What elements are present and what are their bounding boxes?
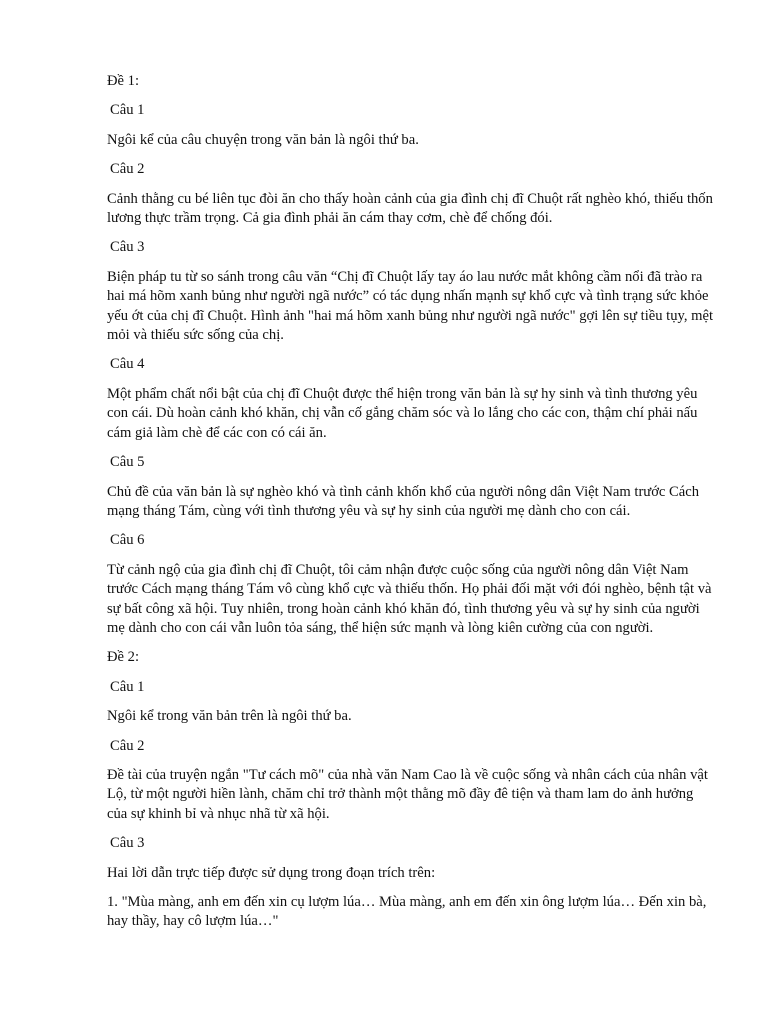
answer-paragraph-1-1: Ngôi kể của câu chuyện trong văn bản là ngôi thứ ba. xyxy=(107,131,419,148)
question-label-1-3: Câu 3 xyxy=(110,239,145,256)
question-label-2-1: Câu 1 xyxy=(110,678,145,695)
answer-paragraph-1-3: Biện pháp tu từ so sánh trong câu văn “Chị đĩ Chuột lấy tay áo lau nước mắt không cầm nổi đã trào ra hai má hõm xanh bủng như người ngã nước” có tác dụng nhấn mạnh sự khổ cực và tình trạng sức khỏe yếu ớt của chị đĩ Chuột. Hình ảnh "hai má hõm xanh bủng như người ngã nước" gợi lên sự tiều tụy, mệt mỏi và thiếu sức sống của chị. xyxy=(107,268,714,344)
answer-paragraph-2-2: Đề tài của truyện ngắn "Tư cách mõ" của nhà văn Nam Cao là về cuộc sống và nhân cách của nhân vật Lộ, từ một người hiền lành, chăm chỉ trở thành một thằng mõ đầy đê tiện và tham lam do ảnh hưởng của sự khinh bỉ và nhục nhã từ xã hội. xyxy=(107,766,708,822)
answer-paragraph-1-4: Một phẩm chất nổi bật của chị đĩ Chuột được thể hiện trong văn bản là sự hy sinh và tình thương yêu con cái. Dù hoàn cảnh khó khăn, chị vẫn cố gắng chăm sóc và lo lắng cho các con, thậm chí phải nấu cám giả làm chè để các con có cái ăn. xyxy=(107,385,698,441)
question-label-1-4: Câu 4 xyxy=(110,356,145,373)
answer-paragraph-2-3-intro: Hai lời dẫn trực tiếp được sử dụng trong đoạn trích trên: xyxy=(107,864,436,881)
answer-paragraph-1-5: Chủ đề của văn bản là sự nghèo khó và tình cảnh khốn khổ của người nông dân Việt Nam trước Cách mạng tháng Tám, cùng với tình thương yêu và sự hy sinh của người mẹ dành cho con cái. xyxy=(107,483,700,519)
section-heading-de-1: Đề 1: xyxy=(107,73,140,89)
answer-paragraph-2-3-quote-1: 1. "Mùa màng, anh em đến xin cụ lượm lúa… Mùa màng, anh em đến xin ông lượm lúa… Đến xin bà, hay thầy, hay cô lượm lúa…" xyxy=(107,894,707,930)
question-label-1-1: Câu 1 xyxy=(110,102,145,119)
question-label-2-3: Câu 3 xyxy=(110,835,145,852)
document-page xyxy=(107,72,717,942)
question-label-2-2: Câu 2 xyxy=(110,737,145,754)
section-heading-de-2: Đề 2: xyxy=(107,649,140,666)
answer-paragraph-1-6: Từ cảnh ngộ của gia đình chị đĩ Chuột, tôi cảm nhận được cuộc sống của người nông dân Việt Nam trước Cách mạng tháng Tám vô cùng khổ cực và thiếu thốn. Họ phải đối mặt với đói nghèo, bệnh tật và sự bất công xã hội. Tuy nhiên, trong hoàn cảnh khó khăn đó, tình thương yêu và sự hy sinh của người mẹ dành cho con cái vẫn luôn tỏa sáng, thể hiện sức mạnh và lòng kiên cường của con người. xyxy=(107,561,712,636)
question-label-1-2: Câu 2 xyxy=(110,161,145,178)
question-label-1-5: Câu 5 xyxy=(110,454,145,471)
answer-paragraph-2-1: Ngôi kể trong văn bản trên là ngôi thứ ba. xyxy=(107,708,352,725)
question-label-1-6: Câu 6 xyxy=(110,532,145,549)
answer-paragraph-1-2: Cảnh thằng cu bé liên tục đòi ăn cho thấy hoàn cảnh của gia đình chị đĩ Chuột rất nghèo khó, thiếu thốn lương thực trầm trọng. Cả gia đình phải ăn cám thay cơm, chè để chống đói. xyxy=(107,190,713,227)
